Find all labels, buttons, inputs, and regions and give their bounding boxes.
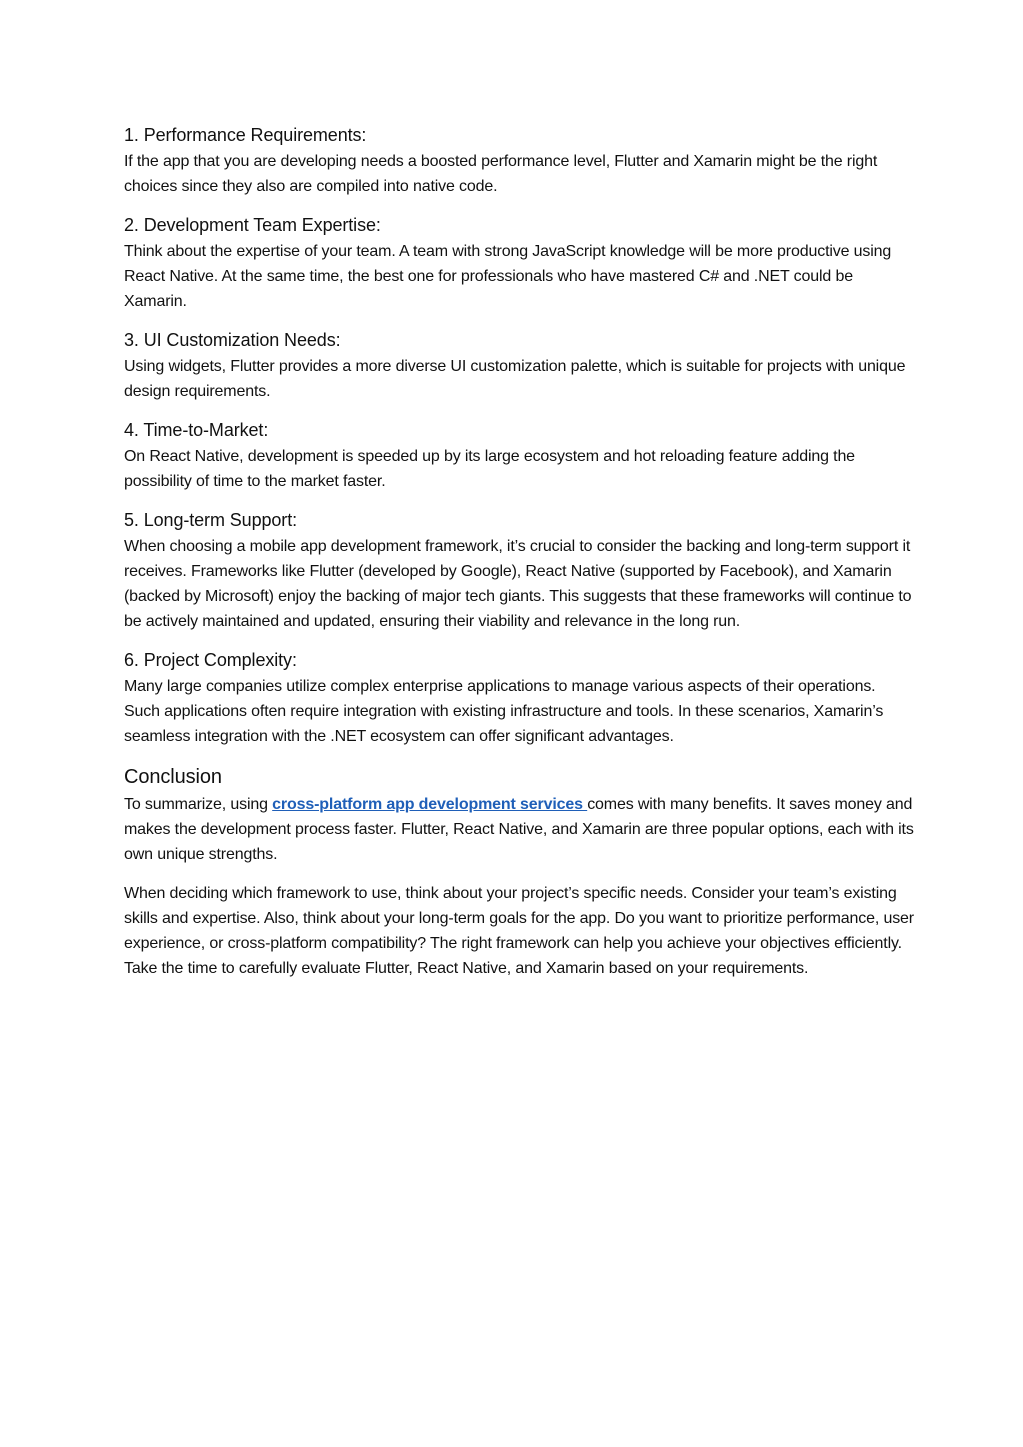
conclusion-text-after-link: comes with many benefits. It saves money and makes the development process faster. Flutter, React Native, and Xamarin are three popular options, each with its own unique strengths. — [124, 796, 914, 863]
section-text: Using widgets, Flutter provides a more diverse UI customization palette, which is suitable for projects with unique design requirements. — [124, 358, 906, 400]
section-heading: 3. UI Customization Needs: — [124, 330, 341, 350]
conclusion-paragraph-1 — [124, 792, 914, 867]
section-heading: 4. Time-to-Market: — [124, 420, 269, 440]
section-heading: 2. Development Team Expertise: — [124, 215, 381, 235]
section-team-expertise — [124, 213, 914, 314]
section-performance — [124, 123, 914, 199]
section-text: On React Native, development is speeded up by its large ecosystem and hot reloading feature adding the possibility of time to the market faster. — [124, 448, 855, 490]
section-text: Think about the expertise of your team. A team with strong JavaScript knowledge will be more productive using React Native. At the same time, the best one for professionals who have mastered C# and .NET could be Xamarin. — [124, 243, 892, 310]
section-conclusion — [124, 763, 914, 981]
section-long-term-support — [124, 508, 914, 634]
section-ui-customization — [124, 328, 914, 404]
section-text: If the app that you are developing needs a boosted performance level, Flutter and Xamarin might be the right choices since they also are compiled into native code. — [124, 153, 878, 195]
conclusion-text-before-link: To summarize, using — [124, 796, 273, 813]
conclusion-paragraph-2: When deciding which framework to use, think about your project’s specific needs. Consider your team’s existing skills and expertise. Also, think about your long-term goals for the app. Do you want to prioritize performance, user experience, or cross-platform compatibility? The right framework can help you achieve your objectives efficiently. Take the time to carefully evaluate Flutter, React Native, and Xamarin based on your requirements. — [124, 885, 914, 977]
section-heading: 6. Project Complexity: — [124, 650, 297, 670]
section-project-complexity — [124, 648, 914, 749]
section-time-to-market — [124, 418, 914, 494]
section-text: Many large companies utilize complex enterprise applications to manage various aspects of their operations. Such applications often require integration with existing infrastructure and tools. In these scenarios, Xamarin’s seamless integration with the .NET ecosystem can offer significant advantages. — [124, 678, 884, 745]
section-text: When choosing a mobile app development framework, it’s crucial to consider the backing and long-term support it receives. Frameworks like Flutter (developed by Google), React Native (supported by Facebook), and Xamarin (backed by Microsoft) enjoy the backing of major tech giants. This suggests that these frameworks will continue to be actively maintained and updated, ensuring their viability and relevance in the long run. — [124, 538, 912, 630]
section-heading: 5. Long-term Support: — [124, 510, 297, 530]
document-page — [124, 123, 914, 995]
conclusion-heading: Conclusion — [124, 766, 222, 788]
section-heading: 1. Performance Requirements: — [124, 125, 367, 145]
cross-platform-services-link[interactable]: cross-platform app development services — [272, 796, 588, 813]
